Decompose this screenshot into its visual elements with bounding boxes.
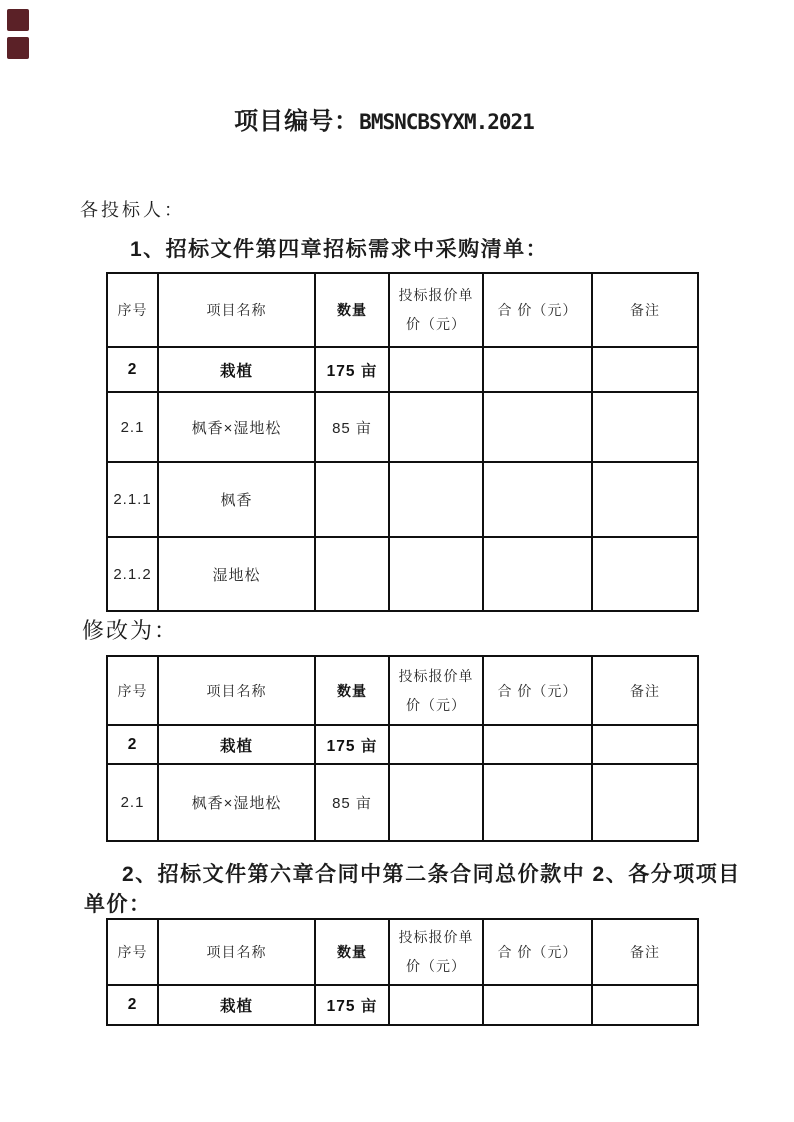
table-cell: 栽植: [158, 725, 315, 764]
table-cell: 枫香: [158, 462, 315, 537]
corner-mark: [7, 37, 29, 59]
modify-label: 修改为：: [82, 618, 179, 643]
section-2-heading-line2: 单价：: [84, 893, 152, 916]
table-row: [107, 347, 698, 392]
table-cell: [389, 725, 483, 764]
table-cell: [592, 985, 698, 1025]
column-header: 备注: [592, 273, 698, 347]
table-cell: [389, 537, 483, 611]
table-cell: [483, 537, 592, 611]
table-cell: 2.1: [107, 392, 158, 462]
column-header: 投标报价单价（元）: [389, 919, 483, 985]
table-cell: [483, 392, 592, 462]
column-header: 备注: [592, 919, 698, 985]
table-cell: [483, 725, 592, 764]
column-header: 投标报价单价（元）: [389, 656, 483, 725]
table-cell: [389, 985, 483, 1025]
table-cell: 2: [107, 985, 158, 1025]
table-cell: [592, 725, 698, 764]
salutation: 各投标人：: [80, 200, 185, 220]
table-cell: [483, 764, 592, 841]
table-cell: [389, 462, 483, 537]
table-cell: [483, 462, 592, 537]
table-cell: [483, 985, 592, 1025]
table-row: [107, 537, 698, 611]
table-cell: 2.1.1: [107, 462, 158, 537]
table-header-row: [107, 656, 698, 725]
table-cell: [315, 537, 389, 611]
table-cell: [315, 462, 389, 537]
table-row: [107, 725, 698, 764]
column-header: 数量: [315, 919, 389, 985]
project-number-label: 项目编号：: [234, 108, 360, 135]
modified-list-table: [106, 655, 699, 842]
table-cell: 175 亩: [315, 985, 389, 1025]
table-cell: 85 亩: [315, 764, 389, 841]
corner-mark: [7, 9, 29, 31]
page-title: [0, 101, 768, 136]
table-row: [107, 462, 698, 537]
table-cell: 2.1.2: [107, 537, 158, 611]
column-header: 序号: [107, 919, 158, 985]
column-header: 备注: [592, 656, 698, 725]
table-cell: 湿地松: [158, 537, 315, 611]
column-header: 序号: [107, 656, 158, 725]
column-header: 数量: [315, 656, 389, 725]
table-header-row: [107, 273, 698, 347]
table-header-row: [107, 919, 698, 985]
table-cell: [592, 764, 698, 841]
table-cell: [592, 537, 698, 611]
table-cell: 2: [107, 347, 158, 392]
column-header: 合 价（元）: [483, 656, 592, 725]
column-header: 项目名称: [158, 656, 315, 725]
table-cell: 栽植: [158, 985, 315, 1025]
unit-price-table: [106, 918, 699, 1026]
table-cell: [389, 347, 483, 392]
column-header: 项目名称: [158, 919, 315, 985]
table-row: [107, 764, 698, 841]
table-cell: [592, 347, 698, 392]
project-number-code: BMSNCBSYXM.2021: [359, 110, 534, 134]
section-2-heading-line1: 2、招标文件第六章合同中第二条合同总价款中 2、各分项项目: [122, 863, 741, 886]
table-cell: [389, 392, 483, 462]
table-cell: 枫香×湿地松: [158, 764, 315, 841]
table-cell: 2: [107, 725, 158, 764]
table-cell: 栽植: [158, 347, 315, 392]
table-cell: 2.1: [107, 764, 158, 841]
column-header: 数量: [315, 273, 389, 347]
column-header: 序号: [107, 273, 158, 347]
table-cell: 175 亩: [315, 347, 389, 392]
section-1-heading: 1、招标文件第四章招标需求中采购清单：: [130, 238, 549, 261]
table-row: [107, 392, 698, 462]
table-cell: [389, 764, 483, 841]
table-row: [107, 985, 698, 1025]
column-header: 投标报价单价（元）: [389, 273, 483, 347]
table-cell: [592, 392, 698, 462]
table-cell: 85 亩: [315, 392, 389, 462]
column-header: 合 价（元）: [483, 273, 592, 347]
procurement-list-table: [106, 272, 699, 612]
column-header: 合 价（元）: [483, 919, 592, 985]
table-cell: 175 亩: [315, 725, 389, 764]
table-cell: [483, 347, 592, 392]
section-2-heading: [84, 860, 744, 920]
table-cell: 枫香×湿地松: [158, 392, 315, 462]
table-cell: [592, 462, 698, 537]
column-header: 项目名称: [158, 273, 315, 347]
